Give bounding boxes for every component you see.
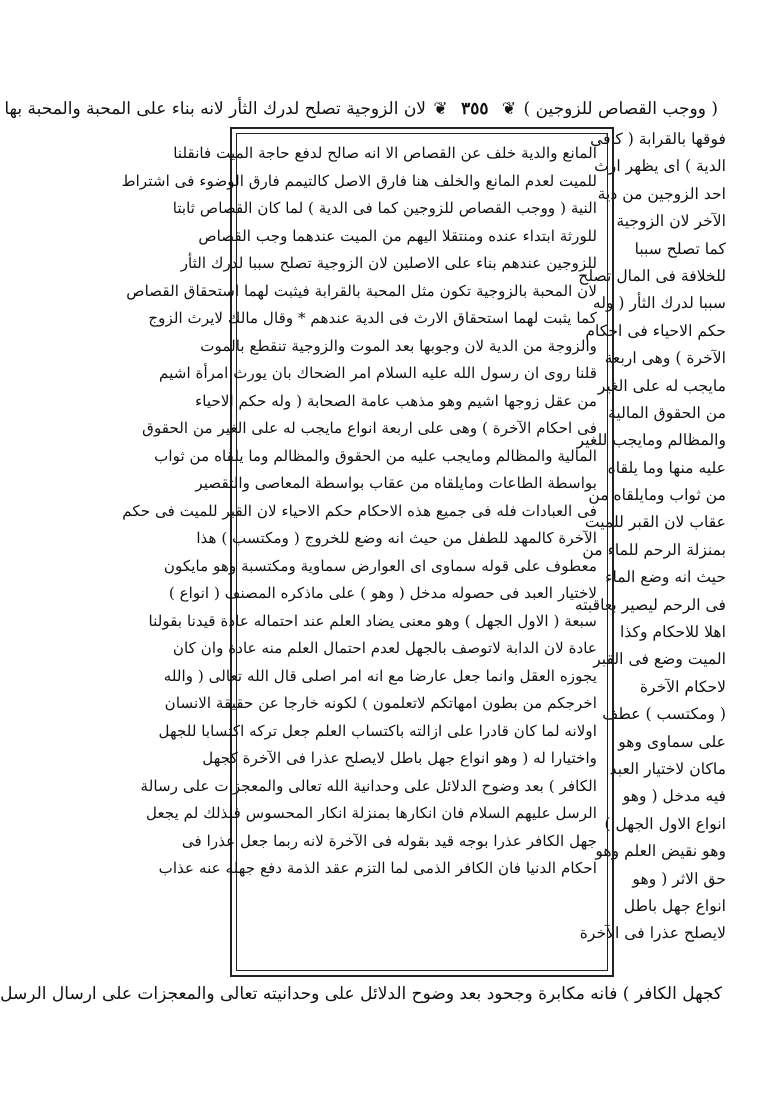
margin-line: عقاب لان القبر للميت xyxy=(584,513,726,532)
main-line: اولانه لما كان قادرا على ازالته باكتساب العلم جعل تركه اكتسابا للجهل xyxy=(158,721,597,740)
margin-commentary xyxy=(574,126,726,950)
margin-line: ماكان لاختيار العبد xyxy=(609,759,726,778)
margin-line: مايجب له على الغير xyxy=(597,376,726,395)
main-line: عادة لان الدابة لاتوصف بالجهل لعدم احتمال العلم منه عادة وان كان xyxy=(172,639,597,657)
main-line: قلنا روى ان رسول الله عليه السلام امر الضحاك بان يورث امرأة اشيم xyxy=(159,364,597,382)
margin-line: ( ومكتسب ) عطف xyxy=(602,705,726,724)
main-line: لاختيار العبد فى حصوله مدخل ( وهو ) على ماذكره المصنف ( انواع ) xyxy=(168,584,597,602)
margin-line: عليه منها وما يلقاه xyxy=(607,458,726,477)
margin-line: كما تصلح سببا xyxy=(634,239,726,258)
main-line: اخرجكم من بطون امهاتكم لاتعلمون ) لكونه خارجا عن حقيقة الانسان xyxy=(164,694,597,712)
main-line: فى العبادات فله فى جميع هذه الاحكام حكم الاحياء لان القبر للميت فى حكم xyxy=(122,501,597,520)
margin-line: انواع الاول الجهل ) xyxy=(604,814,726,833)
main-line: النية ( ووجب القصاص للزوجين كما فى الدية ) لما كان القصاص ثابتا xyxy=(172,199,597,217)
main-line: الآخرة كالمهد للطفل من حيث انه وضع للخروج ( ومكتسب ) هذا xyxy=(196,529,597,547)
main-line: بواسطة الطاعات ومايلقاه من عقاب بواسطة المعاصى والتقصير xyxy=(195,474,597,492)
header-left-text: لان الزوجية تصلح لدرك الثأر لانه بناء على المحبة والمحبة بها xyxy=(4,99,426,119)
main-line: المانع والدية خلف عن القصاص الا انه صالح لدفع حاجة الميت فانقلنا xyxy=(173,144,597,162)
main-line: من عقل زوجها اشيم وهو مذهب عامة الصحابة ( وله حكم الاحياء xyxy=(195,391,597,410)
main-line: للورثة ابتداء عنده ومنتقلا اليهم من الميت عندهما وجب القصاص xyxy=(198,226,597,245)
margin-line: حيث انه وضع الماء xyxy=(605,568,726,587)
page-number: ٣٥٥ xyxy=(461,99,489,119)
main-line: سبعة ( الاول الجهل ) وهو معنى يضاد العلم عند احتماله عادة قيدنا بقولنا xyxy=(148,611,597,630)
main-line: الكافر ) بعد وضوح الدلائل على وحدانية الله تعالى والمعجزات على رسالة xyxy=(140,776,597,795)
margin-line: الآخر لان الزوجية xyxy=(616,212,726,231)
margin-line: لاحكام الآخرة xyxy=(639,677,726,696)
main-line: واختيارا له ( وهو انواع جهل باطل لايصلح عذرا فى الآخرة كجهل xyxy=(202,749,597,767)
margin-line: وهو نقيض العلم وهو xyxy=(595,842,726,861)
main-line: لان المحبة بالزوجية تكون مثل المحبة بالقرابة فيثبت لهما استحقاق القصاص xyxy=(126,281,597,300)
margin-line: سببا لدرك الثأر ( وله xyxy=(592,294,726,313)
margin-line: فيه مدخل ( وهو xyxy=(622,787,726,806)
main-line: احكام الدنيا فان الكافر الذمى لما التزم عقد الذمة دفع جهله عنه عذاب xyxy=(158,859,597,877)
main-line: للزوجين عندهم بناء على الاصلين لان الزوجية تصلح سببا لدرك الثأر xyxy=(180,254,597,272)
margin-line: حكم الاحياء فى احكام xyxy=(585,321,726,340)
margin-line: لايصلح عذرا فى الآخرة xyxy=(579,924,726,943)
header-right-text: ( ووجب القصاص للزوجين ) xyxy=(523,99,718,119)
margin-line: بمنزلة الرحم للماء من xyxy=(582,540,726,559)
margin-line: فى الرحم ليصير بعاقبته xyxy=(574,595,726,614)
main-line: معطوف على قوله سماوى اى العوارض سماوية ومكتسبة وهو مايكون xyxy=(163,556,597,575)
main-line: يجوزه العقل وانما جعل عارضا مع انه امر اصلى قال الله تعالى ( والله xyxy=(163,666,597,685)
margin-line: فوقها بالقرابة ( كافى xyxy=(590,130,726,148)
margin-line: على سماوى وهو xyxy=(618,732,726,751)
page-footer: كجهل الكافر ) فانه مكابرة وجحود بعد وضوح الدلائل على وحدانيته تعالى والمعجزات على ارسال الرسل xyxy=(0,984,722,1004)
page-header xyxy=(4,94,718,124)
main-line: والزوجة من الدية لان وجوبها بعد الموت والزوجية تنقطع بالموت xyxy=(200,336,597,355)
margin-line: للخلافة فى المال تصلح xyxy=(578,266,726,285)
margin-line: اهلا للاحكام وكذا xyxy=(620,623,726,642)
main-line: للميت لعدم المانع والخلف هنا فارق الاصل كالتيمم فارق الوضوء فى اشتراط xyxy=(121,171,597,190)
main-line: جهل الكافر عذرا بوجه قيد بقوله فى الآخرة لانه ربما جعل عذرا فى xyxy=(181,831,597,850)
margin-line: من الحقوق المالية xyxy=(608,403,726,422)
margin-line: الميت وضع فى القبر xyxy=(593,650,726,669)
margin-line: احد الزوجين من دية xyxy=(597,184,726,203)
margin-line: الدية ) اى يظهر ارث xyxy=(594,157,726,176)
margin-line: من ثواب ومايلقاه من xyxy=(588,486,726,505)
main-line: كما يثبت لهما استحقاق الارث فى الدية عندهم * وقال مالك لايرث الزوج xyxy=(148,309,597,327)
main-line: فى احكام الآخرة ) وهى على اربعة انواع مايجب له على الغير من الحقوق xyxy=(142,419,597,437)
ornament-icon: ❦ xyxy=(433,99,448,119)
margin-line: الآخرة ) وهى اربعة xyxy=(604,349,726,368)
main-text-frame xyxy=(121,133,608,971)
ornament-icon: ❦ xyxy=(501,99,517,119)
margin-line: والمظالم ومايجب للغير xyxy=(576,431,726,450)
margin-line: انواع جهل باطل xyxy=(623,896,726,915)
main-line: المالية والمظالم ومايجب عليه من الحقوق والمظالم وما يلقاه من ثواب xyxy=(154,446,597,465)
margin-line: حق الاثر ( وهو xyxy=(632,869,726,888)
main-line: الرسل عليهم السلام فان انكارها بمنزلة انكار المحسوس فلذلك لم يجعل xyxy=(145,804,597,822)
